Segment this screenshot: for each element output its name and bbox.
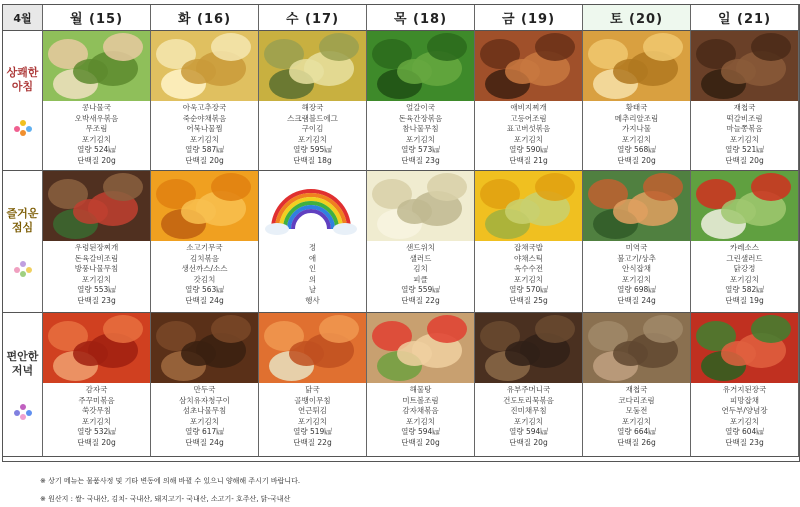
- food-photo: [151, 313, 258, 383]
- menu-item: 김치볶음: [190, 253, 219, 263]
- menu-item: 재첩국: [625, 385, 648, 394]
- protein-value: 단백질 24g: [185, 295, 224, 305]
- menu-item: 잡채국밥: [514, 243, 543, 252]
- dinner-cell-day3: [259, 313, 367, 457]
- dinner-label: [3, 313, 43, 457]
- menu-items: [583, 101, 690, 166]
- flower-icon: [14, 120, 32, 136]
- menu-item: 야채스틱: [514, 253, 543, 263]
- menu-item: 안식잡채: [622, 264, 651, 273]
- menu-item: 포기김치: [622, 416, 651, 426]
- protein-value: 단백질 20g: [77, 437, 116, 447]
- menu-items: [475, 383, 582, 448]
- menu-item: 포기김치: [514, 134, 543, 144]
- breakfast-cell-day3: [259, 31, 367, 171]
- menu-item: 생선까스/소스: [181, 264, 228, 273]
- lunch-label-line2: 점심: [11, 220, 34, 234]
- menu-item: 만두국: [193, 385, 216, 394]
- menu-items: [367, 101, 474, 166]
- food-photo: [583, 171, 690, 241]
- menu-item: 돈육간장볶음: [398, 113, 443, 123]
- menu-item: 포기김치: [730, 134, 759, 144]
- menu-item: 고등어조림: [510, 113, 547, 123]
- menu-item: 떡갈비조림: [726, 113, 763, 123]
- dinner-cell-day2: [151, 313, 259, 457]
- protein-value: 단백질 20g: [185, 155, 224, 165]
- menu-item: 포기김치: [514, 274, 543, 284]
- day-header-wed: 수 (17): [259, 5, 367, 31]
- breakfast-cell-day1: [43, 31, 151, 171]
- dinner-cell-day4: [367, 313, 475, 457]
- protein-value: 단백질 22g: [401, 295, 440, 305]
- food-photo: [151, 31, 258, 101]
- menu-item: 코다리조림: [618, 395, 655, 405]
- calorie-value: 열량 519㎉: [293, 427, 332, 436]
- menu-items: [691, 241, 798, 306]
- food-photo: [367, 313, 474, 383]
- menu-item: 삼치유자청구이: [179, 395, 230, 405]
- menu-item: 애: [308, 253, 317, 263]
- food-photo: [691, 31, 798, 101]
- calorie-value: 열량 563㎉: [185, 285, 224, 294]
- food-photo: [43, 313, 150, 383]
- menu-item: 포기김치: [82, 134, 111, 144]
- food-photo: [43, 31, 150, 101]
- menu-item: 얼갈이국: [406, 103, 435, 112]
- food-photo: [583, 31, 690, 101]
- menu-item: 방풍나물무침: [74, 264, 119, 273]
- menu-item: 닭국: [305, 385, 320, 394]
- calorie-value: 열량 604㎉: [725, 427, 764, 436]
- menu-items: [151, 101, 258, 166]
- lunch-label: [3, 171, 43, 313]
- calorie-value: 열량 568㎉: [617, 145, 656, 154]
- calorie-value: 열량 521㎉: [725, 145, 764, 154]
- food-photo: [367, 171, 474, 241]
- menu-change-note: ※ 상기 메뉴는 물품사정 및 기타 변동에 의해 바뀔 수 있으니 양해해 주시기 바랍니다.: [40, 477, 301, 485]
- menu-items: [475, 101, 582, 166]
- breakfast-label: [3, 31, 43, 171]
- menu-item: 포기김치: [298, 416, 327, 426]
- calorie-value: 열량 553㎉: [77, 285, 116, 294]
- menu-item: 황태국: [625, 103, 648, 112]
- menu-item: 피망잡채: [730, 395, 759, 405]
- dinner-label-line2: 저녁: [11, 363, 34, 377]
- menu-item: 건도토리묵볶음: [503, 395, 554, 405]
- calorie-value: 열량 698㎉: [617, 285, 656, 294]
- breakfast-label-line2: 아침: [11, 79, 34, 93]
- day-header-mon: 월 (15): [43, 5, 151, 31]
- calorie-value: 열량 595㎉: [293, 145, 332, 154]
- food-photo: [475, 31, 582, 101]
- menu-item: 소고기무국: [186, 243, 223, 252]
- protein-value: 단백질 25g: [509, 295, 548, 305]
- menu-item: 모둠전: [625, 406, 648, 415]
- menu-items: [43, 383, 150, 448]
- menu-item: 우렁된장찌개: [74, 243, 119, 252]
- menu-items: [259, 101, 366, 166]
- calorie-value: 열량 617㎉: [185, 427, 224, 436]
- menu-item: 미트볼조림: [402, 395, 439, 405]
- menu-item: 메추리알조림: [614, 113, 659, 123]
- dinner-label-line1: 편안한: [6, 349, 39, 363]
- protein-value: 단백질 20g: [401, 437, 440, 447]
- day-header-fri: 금 (19): [475, 5, 583, 31]
- protein-value: 단백질 23g: [401, 155, 440, 165]
- menu-items: [367, 241, 474, 306]
- menu-item: 포기김치: [622, 134, 651, 144]
- protein-value: 단백질 23g: [77, 295, 116, 305]
- menu-item: 포기김치: [730, 416, 759, 426]
- menu-item: 죽순야채볶음: [182, 113, 227, 123]
- menu-item: 감자채볶음: [402, 406, 439, 415]
- protein-value: 단백질 26g: [617, 437, 656, 447]
- calorie-value: 열량 573㎉: [401, 145, 440, 154]
- breakfast-cell-day7: [691, 31, 799, 171]
- dinner-cell-day1: [43, 313, 151, 457]
- menu-item: 의: [308, 274, 317, 284]
- menu-item: 콩나물국: [82, 103, 111, 112]
- menu-item: 인: [308, 264, 317, 273]
- menu-item: 옥수수전: [514, 264, 543, 273]
- day-header-sun: 일 (21): [691, 5, 799, 31]
- menu-item: 닭강정: [733, 264, 756, 273]
- menu-item: 포기김치: [622, 274, 651, 284]
- calorie-value: 열량 532㎉: [77, 427, 116, 436]
- menu-item: 가지나물: [622, 124, 651, 133]
- menu-item: 날: [308, 285, 317, 294]
- menu-item: 재첩국: [733, 103, 756, 112]
- menu-item: 카레소스: [730, 243, 759, 252]
- menu-item: 구이김: [301, 124, 324, 133]
- menu-item: 불고기/상추: [617, 253, 656, 263]
- menu-item: 포기김치: [406, 134, 435, 144]
- dinner-cell-day7: [691, 313, 799, 457]
- menu-item: 돈육갈비조림: [74, 253, 119, 263]
- calorie-value: 열량 664㎉: [617, 427, 656, 436]
- menu-item: 스크램블드에그: [287, 113, 338, 123]
- month-header: 4월: [3, 5, 43, 31]
- menu-item: 해장국: [301, 103, 324, 112]
- breakfast-cell-day4: [367, 31, 475, 171]
- protein-value: 단백질 21g: [509, 155, 548, 165]
- food-photo: [151, 171, 258, 241]
- menu-item: 포기김치: [730, 274, 759, 284]
- breakfast-cell-day6: [583, 31, 691, 171]
- food-photo: [259, 313, 366, 383]
- protein-value: 단백질 20g: [725, 155, 764, 165]
- lunch-cell-day2: [151, 171, 259, 313]
- menu-item: 샐러드: [409, 253, 432, 263]
- menu-item: 무조림: [85, 124, 108, 133]
- menu-items: [583, 241, 690, 306]
- menu-item: 표고버섯볶음: [506, 124, 551, 133]
- menu-items: [583, 383, 690, 448]
- lunch-label-line1: 즐거운: [6, 206, 39, 220]
- menu-items: [691, 383, 798, 448]
- lunch-cell-day3: [259, 171, 367, 313]
- menu-item: 미역국: [625, 243, 648, 252]
- menu-item: 갓김치: [193, 274, 216, 284]
- menu-item: 포기김치: [82, 416, 111, 426]
- protein-value: 단백질 18g: [293, 155, 332, 165]
- protein-value: 단백질 20g: [77, 155, 116, 165]
- protein-value: 단백질 22g: [293, 437, 332, 447]
- menu-item: 연두부/양념장: [721, 406, 768, 415]
- food-photo: [691, 171, 798, 241]
- menu-item: 포기김치: [190, 416, 219, 426]
- menu-items: [367, 383, 474, 448]
- food-photo: [583, 313, 690, 383]
- menu-item: 포기김치: [514, 416, 543, 426]
- food-photo: [367, 31, 474, 101]
- protein-value: 단백질 23g: [725, 437, 764, 447]
- food-photo: [259, 31, 366, 101]
- food-photo: [475, 171, 582, 241]
- day-header-tue: 화 (16): [151, 5, 259, 31]
- menu-items: [151, 241, 258, 306]
- calorie-value: 열량 559㎉: [401, 285, 440, 294]
- breakfast-cell-day5: [475, 31, 583, 171]
- food-photo: [475, 313, 582, 383]
- menu-items: [259, 383, 366, 448]
- menu-item: 애비지찌개: [510, 103, 547, 112]
- calorie-value: 열량 590㎉: [509, 145, 548, 154]
- calorie-value: 열량 570㎉: [509, 285, 548, 294]
- protein-value: 단백질 19g: [725, 295, 764, 305]
- lunch-cell-day1: [43, 171, 151, 313]
- food-photo: [691, 313, 798, 383]
- menu-item: 포기김치: [82, 274, 111, 284]
- flower-icon: [14, 404, 32, 420]
- menu-item: 포기김치: [298, 134, 327, 144]
- calorie-value: 열량 594㎉: [509, 427, 548, 436]
- menu-item: 유부주머니국: [506, 385, 551, 394]
- protein-value: 단백질 20g: [509, 437, 548, 447]
- menu-items: [259, 241, 366, 306]
- day-header-thu: 목 (18): [367, 5, 475, 31]
- menu-items: [43, 241, 150, 306]
- lunch-cell-day4: [367, 171, 475, 313]
- menu-item: 포기김치: [190, 134, 219, 144]
- menu-item: 어묵나물찜: [186, 124, 223, 133]
- menu-grid: [2, 4, 800, 462]
- calorie-value: 열량 587㎉: [185, 145, 224, 154]
- breakfast-cell-day2: [151, 31, 259, 171]
- menu-item: 해물탕: [409, 385, 432, 394]
- rainbow-icon: [259, 171, 366, 241]
- menu-item: 진미채무침: [510, 406, 547, 415]
- lunch-cell-day5: [475, 171, 583, 313]
- menu-item: 유거지된장국: [722, 385, 767, 394]
- menu-items: [691, 101, 798, 166]
- dinner-cell-day5: [475, 313, 583, 457]
- menu-item: 김치: [413, 264, 428, 273]
- menu-item: 감자국: [85, 385, 108, 394]
- menu-item: 아욱고추장국: [182, 103, 227, 112]
- menu-item: 샌드위치: [406, 243, 435, 252]
- menu-item: 정: [308, 243, 317, 252]
- menu-item: 쑥갓무침: [82, 406, 111, 415]
- calorie-value: 열량 594㎉: [401, 427, 440, 436]
- breakfast-label-line1: 상쾌한: [6, 65, 39, 79]
- day-header-sat: 토 (20): [583, 5, 691, 31]
- menu-item: 섬초나물무침: [182, 406, 227, 415]
- lunch-cell-day7: [691, 171, 799, 313]
- protein-value: 행사: [305, 295, 320, 305]
- lunch-cell-day6: [583, 171, 691, 313]
- menu-items: [151, 383, 258, 448]
- menu-item: 마늘쫑볶음: [726, 124, 763, 133]
- origin-note: ※ 원산지 : 쌀- 국내산, 김치- 국내산, 돼지고기- 국내산, 소고기- 호주산, 닭-국내산: [40, 495, 291, 503]
- menu-item: 그린샐러드: [726, 253, 763, 263]
- menu-items: [43, 101, 150, 166]
- protein-value: 단백질 20g: [617, 155, 656, 165]
- menu-item: 주꾸미볶음: [78, 395, 115, 405]
- dinner-cell-day6: [583, 313, 691, 457]
- protein-value: 단백질 24g: [185, 437, 224, 447]
- menu-item: 참나물무침: [402, 124, 439, 133]
- menu-item: 골뱅이무침: [294, 395, 331, 405]
- protein-value: 단백질 24g: [617, 295, 656, 305]
- calorie-value: 열량 582㎉: [725, 285, 764, 294]
- menu-item: 피클: [413, 274, 428, 284]
- calorie-value: 열량 524㎉: [77, 145, 116, 154]
- food-photo: [43, 171, 150, 241]
- menu-item: 연근튀김: [298, 406, 327, 415]
- flower-icon: [14, 261, 32, 277]
- menu-items: [475, 241, 582, 306]
- menu-item: 오박새우볶음: [74, 113, 119, 123]
- menu-item: 포기김치: [406, 416, 435, 426]
